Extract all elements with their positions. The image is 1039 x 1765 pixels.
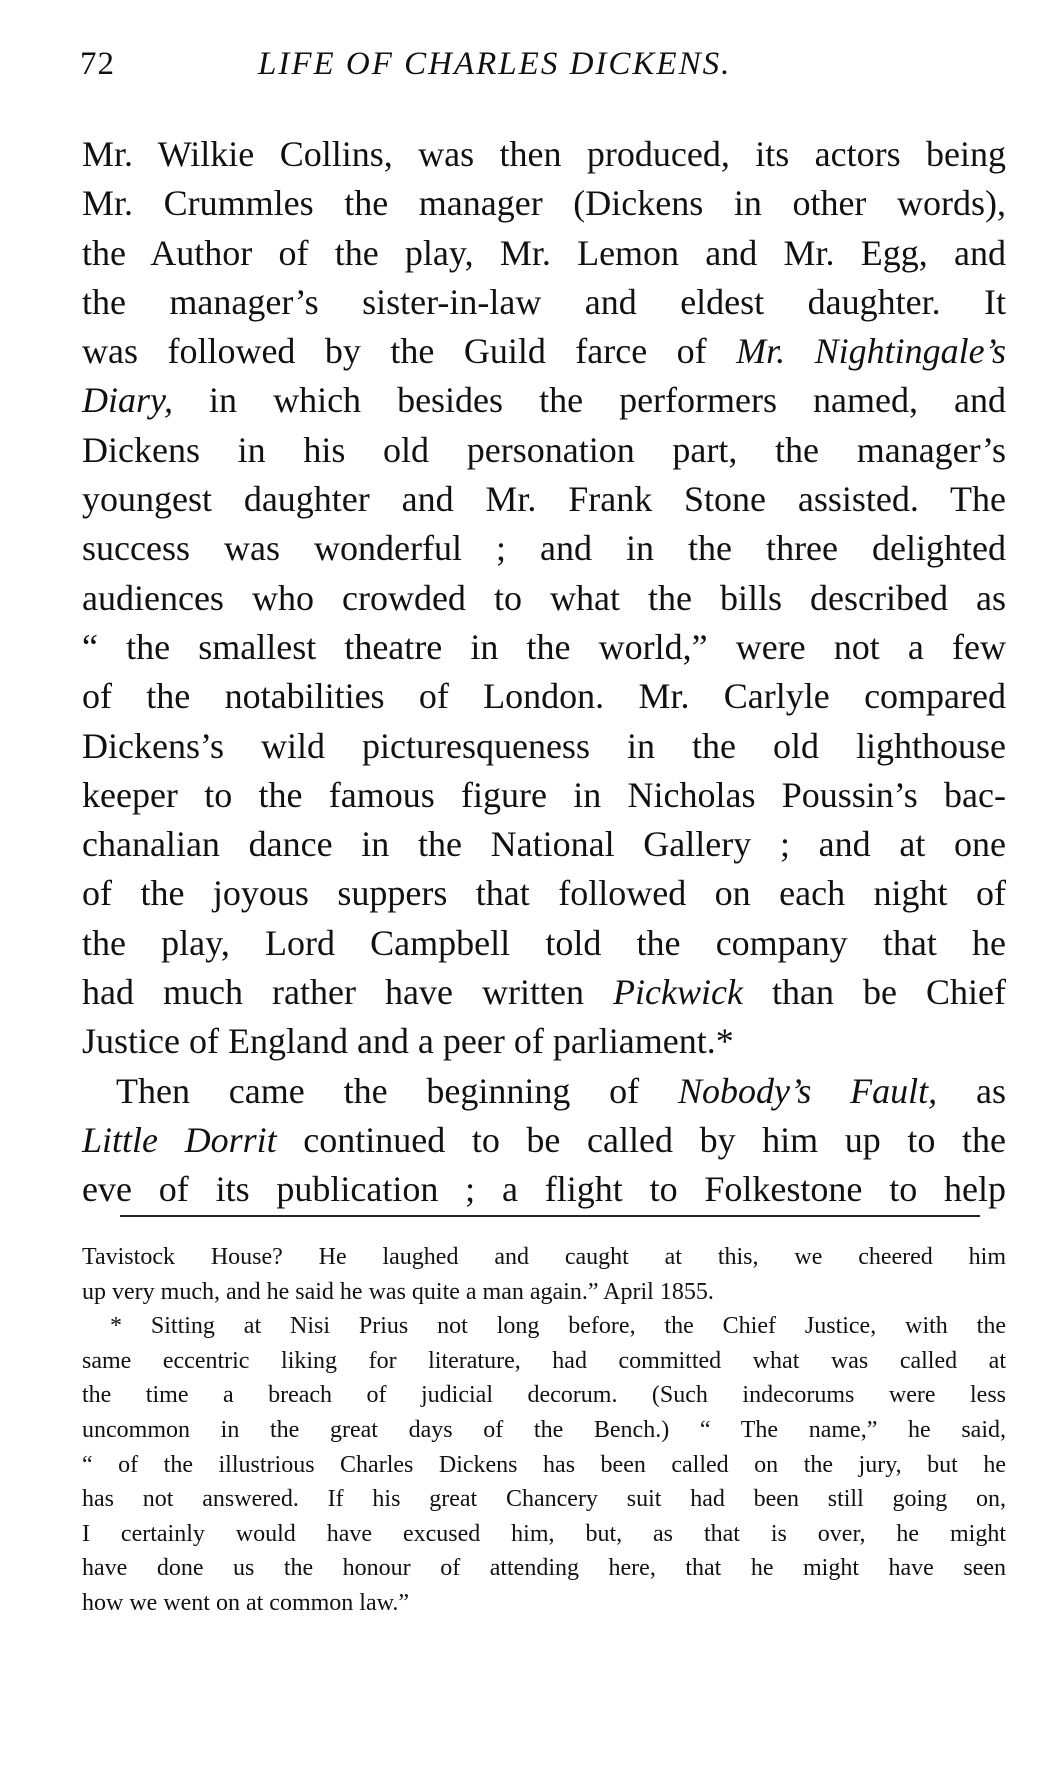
footnote-line: the time a breach of judicial decorum. (Such indecorums were less [82,1382,1006,1409]
text-segment: of the joyous suppers that followed on each night of [82,873,1006,914]
text-line [82,327,1006,376]
footnote-line: “ of the illustrious Charles Dickens has been called on the jury, but he [82,1451,1006,1478]
text-line [82,1067,1006,1116]
text-segment: Dickens in his old personation part, the manager’s [82,429,1006,470]
text-line [82,475,1006,524]
italic-title: Diary, [82,380,174,421]
footnote-line: up very much, and he said he was quite a man again.” April 1855. [82,1278,714,1305]
text-line [82,1165,1006,1214]
italic-title: Nobody’s Fault, [678,1070,938,1111]
italic-title: Pickwick [613,972,743,1013]
text-segment: continued to be called by him up to the [276,1119,1006,1160]
text-line [82,1017,1006,1066]
footnote-line: I certainly would have excused him, but, as that is over, he might [82,1520,1006,1547]
text-segment: the manager’s sister-in-law and eldest daughter. It [82,281,1006,322]
footnote-line: uncommon in the great days of the Bench.) “ The name,” he said, [82,1416,1006,1443]
text-segment: Mr. Wilkie Collins, was then produced, its actors being [82,134,1006,174]
page-header [80,46,1010,96]
text-segment: chanalian dance in the National Gallery ; and at one [82,824,1006,865]
text-segment: in which besides the performers named, and [173,380,1006,421]
page-number: 72 [80,46,115,82]
text-segment: the play, Lord Campbell told the company that he [82,922,1006,963]
footnote-line: have done us the honour of attending here, that he might have seen [82,1555,1006,1582]
text-segment: as [937,1070,1006,1111]
main-text [82,130,1006,1215]
text-line [82,574,1006,623]
text-segment: youngest daughter and Mr. Frank Stone assisted. The [82,479,1006,520]
footnote-line: * Sitting at Nisi Prius not long before, the Chief Justice, with the [110,1313,1006,1340]
footnote-line: how we went on at common law.” [82,1589,410,1616]
text-segment: the Author of the play, Mr. Lemon and Mr. Egg, and [82,232,1006,273]
text-segment: eve of its publication ; a flight to Folkestone to help [82,1169,1006,1210]
text-segment: keeper to the famous figure in Nicholas Poussin’s bac- [82,774,1006,815]
running-title: LIFE OF CHARLES DICKENS. [258,46,732,82]
text-line [82,229,1006,278]
text-segment: Justice of England and a peer of parliament.* [82,1021,734,1062]
italic-title: Mr. Nightingale’s [736,331,1006,372]
footnote-line: same eccentric liking for literature, had committed what was called at [82,1347,1006,1374]
footnote-line: Tavistock House? He laughed and caught at this, we cheered him [82,1244,1006,1270]
text-line [82,623,1006,672]
text-segment: was followed by the Guild farce of [82,331,737,372]
text-line [82,524,1006,573]
footnotes [82,1240,1006,1621]
text-line [82,376,1006,425]
text-line [82,179,1006,228]
text-line [82,130,1006,179]
text-line [82,820,1006,869]
text-line [82,722,1006,771]
text-segment: Dickens’s wild picturesqueness in the old lighthouse [82,725,1006,766]
text-segment: success was wonderful ; and in the three delighted [82,528,1006,569]
text-segment: had much rather have written [82,972,614,1013]
footnote-line: has not answered. If his great Chancery suit had been still going on, [82,1486,1006,1513]
text-segment: “ the smallest theatre in the world,” were not a few [82,626,1006,667]
text-segment: Then came the beginning of [116,1070,678,1111]
text-line [82,968,1006,1017]
text-segment: than be Chief [742,972,1006,1013]
italic-title: Little Dorrit [82,1119,277,1160]
text-line [82,771,1006,820]
text-segment: of the notabilities of London. Mr. Carlyle compared [82,676,1006,717]
text-segment: Mr. Crummles the manager (Dickens in other words), [82,183,1006,224]
text-line [82,919,1006,968]
text-line [82,278,1006,327]
text-line [82,672,1006,721]
text-segment: audiences who crowded to what the bills described as [82,577,1006,618]
text-line [82,1116,1006,1165]
text-line [82,426,1006,475]
text-line [82,869,1006,918]
footnote-divider [120,1215,980,1217]
